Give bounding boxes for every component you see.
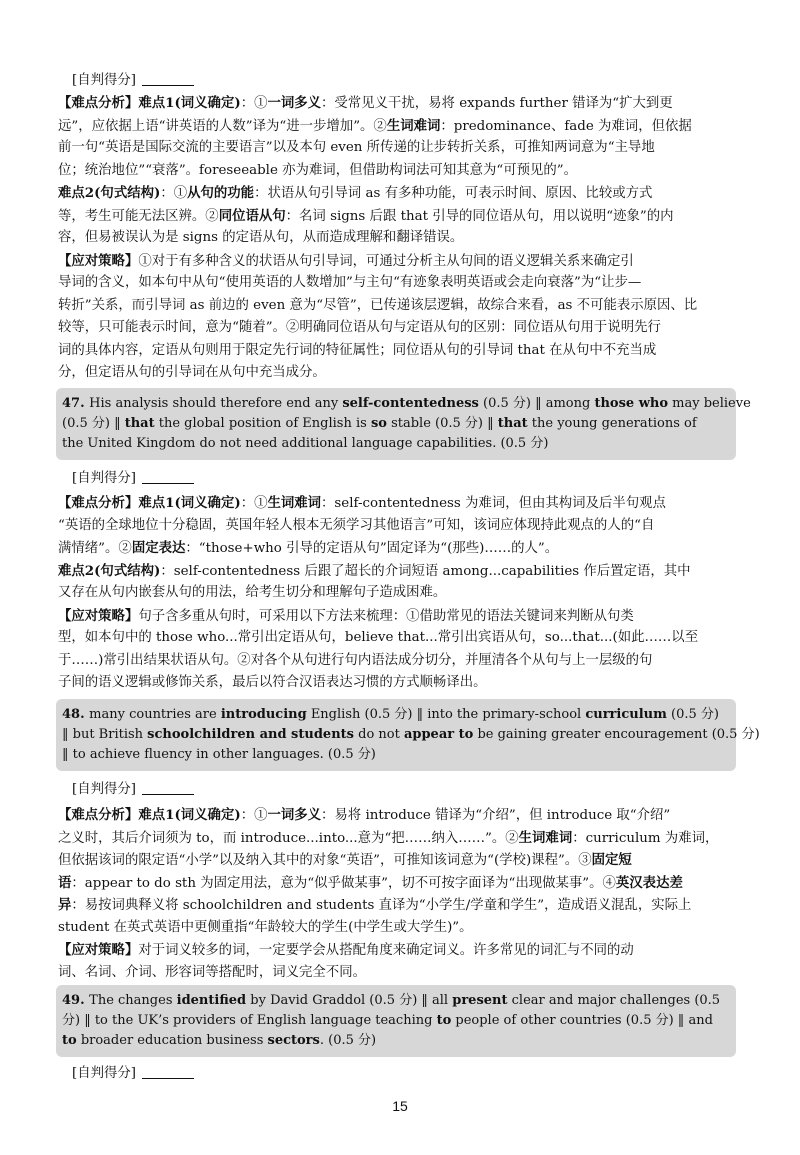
text-run: ：self-contentedness 后跟了超长的介词短语 among...capabilities 作后置定语，其中	[160, 563, 691, 579]
self-score-line	[72, 72, 194, 90]
text-line	[58, 494, 748, 513]
bold-text: self-contentedness	[342, 396, 479, 411]
self-score-label: [自判得分]	[72, 782, 137, 797]
text-run: be gaining greater encouragement (0.5 分)	[473, 727, 760, 742]
text-line	[58, 941, 748, 960]
bold-text: identified	[176, 993, 247, 1008]
text-run: 型，如本句中的 those who...常引出定语从句，believe that...常引出宾语从句，so...that...(如此……以至	[58, 630, 699, 645]
answer-line	[56, 991, 736, 1011]
text-run: 又存在从句内嵌套从句的用法，给考生切分和理解句子造成困难。	[58, 585, 447, 600]
bold-text: 一词多义	[267, 807, 322, 823]
text-run: stable (0.5 分) ‖	[386, 416, 498, 431]
answer-line	[56, 705, 736, 725]
bold-text: 【难点分析】难点1(词义确定)	[58, 95, 241, 111]
self-score-line	[72, 470, 194, 488]
bold-text: 语	[58, 874, 72, 891]
text-line	[58, 94, 748, 113]
text-run: “英语的全球地位十分稳固，英国年轻人根本无须学习其他语言”可知，该词应体现持此观点的人的“自	[58, 517, 655, 533]
text-line	[58, 629, 748, 647]
text-line	[58, 806, 748, 825]
self-score-label: [自判得分]	[72, 1066, 137, 1081]
text-line	[58, 274, 748, 292]
bold-text: 从句的功能	[187, 185, 255, 201]
text-line	[58, 964, 748, 982]
text-run: 分，但定语从句的引导词在从句中充当成分。	[58, 365, 326, 380]
text-run: many countries are	[89, 707, 221, 722]
bold-text: that	[497, 416, 528, 431]
answer-line	[56, 745, 736, 765]
text-run: 分) ‖ to the UK’s providers of English language teaching	[62, 1013, 437, 1028]
text-line	[58, 297, 748, 315]
text-run: English (0.5 分) ‖ into the primary-school	[306, 707, 586, 722]
bold-text: introducing	[220, 707, 307, 722]
text-line	[58, 517, 748, 535]
text-run: 前一句“英语是国际交流的主要语言”以及本句 even 所传递的让步转折关系，可推知两词意为“主导地	[58, 140, 655, 155]
text-run: the United Kingdom do not need additional language capabilities. (0.5 分)	[62, 436, 549, 451]
text-run: 转折”关系，而引导词 as 前边的 even 意为“尽管”，已传递该层逻辑，故综合来看，as 不可能表示原因、比	[58, 297, 698, 313]
bold-text: to	[436, 1013, 452, 1028]
text-line	[58, 584, 748, 602]
text-run: may believe	[668, 396, 751, 411]
text-line	[58, 607, 748, 626]
text-run: 于……)常引出结果状语从句。②对各个从句进行句内语法成分切分，并厘清各个从句与上一层级的句	[58, 652, 653, 668]
answer-box-49	[56, 985, 736, 1057]
bold-text: sectors	[267, 1033, 320, 1048]
text-run: ：受常见义干扰，易将 expands further 错译为“扩大到更	[321, 96, 673, 111]
text-run: 较等，只可能表示时间，意为“随着”。②明确同位语从句与定语从句的区别：同位语从句用于说明先行	[58, 320, 661, 335]
text-line	[58, 539, 748, 558]
text-run: . (0.5 分)	[319, 1033, 377, 1048]
bold-text: 难点2(句式结构)	[58, 562, 161, 579]
text-run: 对于词义较多的词，一定要学会从搭配角度来确定词义。许多常见的词汇与不同的动	[138, 943, 634, 958]
bold-text: so	[370, 416, 387, 431]
text-line	[58, 851, 748, 870]
text-run: do not	[353, 727, 404, 742]
text-run: 位；统治地位”“衰落”。foreseeable 亦为难词，但借助构词法可知其意为“可预见的”。	[58, 162, 578, 178]
text-line	[58, 207, 748, 226]
text-run: ：predominance、fade 为难词，但依据	[440, 118, 692, 134]
bold-text: 生词难词	[267, 495, 322, 511]
bold-text: 固定短	[591, 852, 632, 868]
bold-text: 【应对策略】	[58, 942, 139, 958]
text-line	[58, 139, 748, 157]
bold-text: to	[62, 1033, 77, 1048]
text-run: ‖ to achieve fluency in other languages. (0.5 分)	[62, 747, 376, 762]
text-run: ：appear to do sth 为固定用法，意为“似乎做某事”，切不可按字面译为“出现做某事”。④	[71, 875, 616, 891]
score-blank[interactable]	[142, 73, 194, 86]
text-run: His analysis should therefore end any	[89, 396, 343, 411]
text-line	[58, 184, 748, 203]
text-line	[58, 117, 748, 136]
text-run: 但依据该词的限定语“小学”以及纳入其中的对象“英语”，可推知该词意为“(学校)课程”。③	[58, 853, 592, 868]
page-number: 15	[392, 1098, 408, 1114]
text-line	[58, 562, 748, 581]
score-blank[interactable]	[142, 471, 194, 484]
bold-text: appear to	[403, 727, 474, 742]
text-run: the young generations of	[527, 416, 697, 431]
bold-text: 48.	[62, 707, 90, 722]
text-run: ：易按词典释义将 schoolchildren and students 直译为“小学生/学童和学生”，造成语义混乱，实际上	[71, 898, 692, 913]
bold-text: 异	[58, 897, 72, 913]
bold-text: present	[452, 993, 508, 1008]
text-run: people of other countries (0.5 分) ‖ and	[451, 1013, 713, 1028]
self-score-line	[72, 781, 194, 799]
text-run: ：self-contentedness 为难词，但由其构词及后半句观点	[321, 496, 666, 511]
answer-line	[56, 434, 736, 454]
text-run: ：“those+who 引导的定语从句”固定译为“(那些)……的人”。	[185, 541, 559, 556]
bold-text: 英汉表达差	[615, 874, 683, 891]
text-run: ：curriculum 为难词，	[572, 830, 719, 846]
self-score-line	[72, 1065, 194, 1083]
text-line	[58, 829, 748, 848]
text-run: ‖ but British	[62, 727, 148, 742]
answer-line	[56, 394, 751, 414]
text-run: the global position of English is	[154, 416, 371, 431]
self-score-label: [自判得分]	[72, 73, 137, 88]
bold-text: 【应对策略】	[58, 252, 139, 269]
bold-text: 同位语从句	[218, 207, 286, 224]
text-line	[58, 874, 748, 893]
text-line	[58, 162, 748, 180]
bold-text: 【难点分析】难点1(词义确定)	[58, 495, 241, 511]
text-run: (0.5 分) ‖	[62, 416, 125, 431]
bold-text: 47.	[62, 396, 90, 411]
score-blank[interactable]	[142, 782, 194, 795]
text-run: 远”，应依据上语“讲英语的人数”译为“进一步增加”。②	[58, 118, 387, 134]
text-run: 容，但易被误认为是 signs 的定语从句，从而造成理解和翻译错误。	[58, 230, 464, 245]
text-line	[58, 252, 748, 271]
bold-text: 一词多义	[267, 95, 322, 111]
text-run: ①对于有多种含义的状语从句引导词，可通过分析主从句间的语义逻辑关系来确定引	[138, 253, 634, 269]
text-run: by David Graddol (0.5 分) ‖ all	[246, 993, 453, 1008]
text-line	[58, 229, 748, 247]
bold-text: 难点2(句式结构)	[58, 185, 161, 201]
score-blank[interactable]	[142, 1066, 194, 1079]
text-run: 句子含多重从句时，可采用以下方法来梳理：①借助常见的语法关键词来判断从句类	[138, 608, 634, 624]
answer-line	[56, 1031, 736, 1051]
bold-text: 49.	[62, 993, 90, 1008]
bold-text: that	[124, 416, 155, 431]
bold-text: 生词难词	[386, 117, 441, 134]
text-run: (0.5 分)	[666, 707, 719, 722]
text-run: 词的具体内容，定语从句则用于限定先行词的特征属性；同位语从句的引导词 that 在从句中不充当成	[58, 342, 657, 358]
text-run: ：①	[160, 186, 188, 201]
answer-box-47	[56, 388, 751, 460]
bold-text: 生词难词	[518, 829, 573, 846]
text-line	[58, 919, 748, 937]
text-run: ：①	[240, 808, 268, 823]
answer-line	[56, 1011, 736, 1031]
text-line	[58, 342, 748, 360]
text-line	[58, 896, 748, 915]
bold-text: 【难点分析】难点1(词义确定)	[58, 807, 241, 823]
text-line	[58, 674, 748, 692]
text-line	[58, 319, 748, 337]
text-run: broader education business	[76, 1033, 268, 1048]
bold-text: schoolchildren and students	[147, 727, 354, 742]
text-run: The changes	[89, 993, 177, 1008]
text-run: (0.5 分) ‖ among	[478, 396, 595, 411]
text-run: 之义时，其后介词须为 to，而 introduce...into...意为“把……纳入……”。②	[58, 830, 519, 846]
answer-line	[56, 414, 736, 434]
text-run: ：①	[240, 96, 268, 111]
text-run: ：名词 signs 后跟 that 引导的同位语从句，用以说明“迹象”的内	[285, 208, 674, 224]
bold-text: curriculum	[585, 707, 667, 722]
text-line	[58, 652, 748, 670]
answer-box-48	[56, 699, 760, 771]
text-run: ：易将 introduce 错译为“介绍”，但 introduce 取“介绍”	[321, 808, 671, 823]
text-run: 导词的含义，如本句中从句“使用英语的人数增加”与主句“有迹象表明英语或会走向衰落”为“让步—	[58, 275, 642, 290]
bold-text: those who	[594, 396, 669, 411]
text-run: ：①	[240, 496, 268, 511]
bold-text: 固定表达	[131, 540, 186, 556]
text-line	[58, 364, 748, 382]
text-run: 词、名词、介词、形容词等搭配时，词义完全不同。	[58, 964, 366, 980]
bold-text: 【应对策略】	[58, 607, 139, 624]
text-run: 等，考生可能无法区辨。②	[58, 208, 219, 224]
text-run: student 在英式英语中更侧重指“年龄较大的学生(中学生或大学生)”。	[58, 919, 473, 935]
text-run: 满情绪”。②	[58, 541, 132, 556]
text-run: ：状语从句引导词 as 有多种功能，可表示时间、原因、比较或方式	[254, 186, 653, 201]
text-run: clear and major challenges (0.5	[507, 993, 721, 1008]
text-run: 子间的语义逻辑或修饰关系，最后以符合汉语表达习惯的方式顺畅译出。	[58, 675, 487, 690]
self-score-label: [自判得分]	[72, 471, 137, 486]
answer-line	[56, 725, 760, 745]
